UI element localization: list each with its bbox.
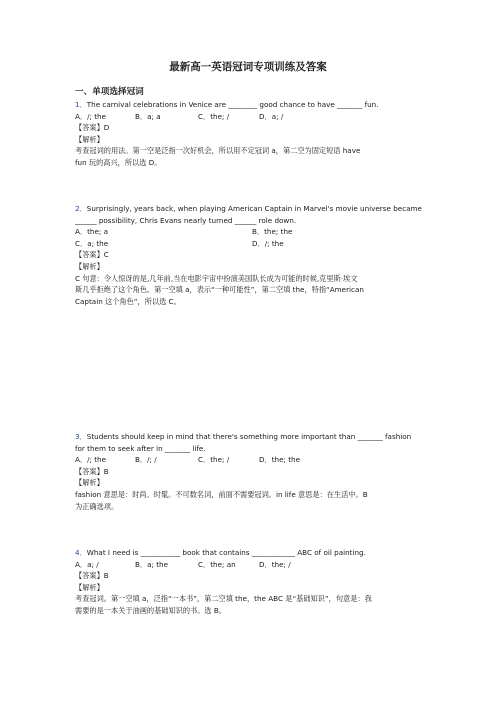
answer-label: 【答案】C (75, 250, 109, 260)
option-a: A．the; a (75, 227, 109, 237)
answer-label: 【答案】D (75, 123, 110, 133)
analysis-line: 斯几乎拒绝了这个角色。第一空填 a，表示“一种可能性”，第二空填 the，特指“American (75, 285, 364, 295)
question-3 (75, 431, 425, 512)
analysis-line: 考查冠词的用法。第一空是泛指一次好机会，所以用不定冠词 a，第二空为固定短语 have (75, 146, 361, 156)
question-2 (75, 203, 425, 307)
option-a: A．/; the (75, 455, 107, 465)
option-b: B．a; the (135, 559, 169, 569)
question-stem-cont: for them to seek after in _______ life. (75, 443, 206, 453)
analysis-line: fun 玩的高兴，所以选 D。 (75, 157, 162, 167)
option-b: B．the; the (252, 227, 293, 237)
option-b: B．a; a (135, 111, 161, 121)
question-number: 3． (75, 432, 87, 441)
section-heading: 一、单项选择冠词 (75, 87, 144, 97)
options-row (75, 226, 425, 238)
option-d: D．the; / (259, 559, 291, 569)
option-d: D．a; / (259, 111, 284, 121)
question-1 (75, 99, 425, 169)
option-c: C．the; / (198, 455, 230, 465)
analysis-line: 为正确选项。 (75, 501, 119, 511)
option-d: D．/; the (252, 238, 284, 248)
question-stem: 1．The carnival celebrations in Venice are ________ good chance to have _______ fun. (75, 100, 379, 109)
options-row (75, 111, 425, 123)
question-stem: 3．Students should keep in mind that there's something more important than _______ fashion (75, 432, 412, 441)
option-c: C．the; / (198, 111, 230, 121)
option-a: A．a; / (75, 559, 99, 569)
analysis-line: Captain 这个角色”，所以选 C。 (75, 296, 181, 306)
analysis-line: C 句意：令人惊讶的是,几年前,当在电影宇宙中扮演美国队长成为可能的时候,克里斯·埃文 (75, 273, 358, 283)
option-b: B．/; / (135, 455, 157, 465)
question-stem-cont: ______ possibility, Chris Evans nearly turned ______ role down. (75, 215, 297, 225)
question-number: 2． (75, 204, 87, 213)
options-row (75, 559, 425, 571)
option-c: C．a; the (75, 238, 109, 248)
analysis-line: 需要的是一本关于油画的基础知识的书。选 B。 (75, 605, 226, 615)
option-a: A．/; the (75, 111, 107, 121)
question-4 (75, 547, 425, 617)
document-title: 最新高一英语冠词专项训练及答案 (169, 61, 327, 73)
analysis-line: 考查冠词。第一空填 a，泛指“一本书”，第二空填 the，the ABC 是“基础知识”，句意是：我 (75, 594, 372, 604)
question-number: 4． (75, 548, 87, 557)
options-row (75, 454, 425, 466)
question-stem: 2．Surprisingly, years back, when playing American Captain in Marvel's movie universe became (75, 204, 422, 213)
analysis-label: 【解析】 (75, 478, 104, 488)
question-stem: 4．What I need is ___________ book that contains ____________ ABC of oil painting. (75, 548, 366, 557)
option-c: C．the; an (198, 559, 236, 569)
analysis-label: 【解析】 (75, 582, 104, 592)
option-d: D．the; the (259, 455, 301, 465)
answer-label: 【答案】B (75, 571, 109, 581)
question-number: 1． (75, 100, 87, 109)
analysis-label: 【解析】 (75, 261, 104, 271)
analysis-label: 【解析】 (75, 134, 104, 144)
options-row (75, 238, 425, 250)
analysis-line: fashion 意思是：时尚、时髦。不可数名词，前面不需要冠词。in life 意思是：在生活中。B (75, 489, 368, 499)
answer-label: 【答案】B (75, 466, 109, 476)
